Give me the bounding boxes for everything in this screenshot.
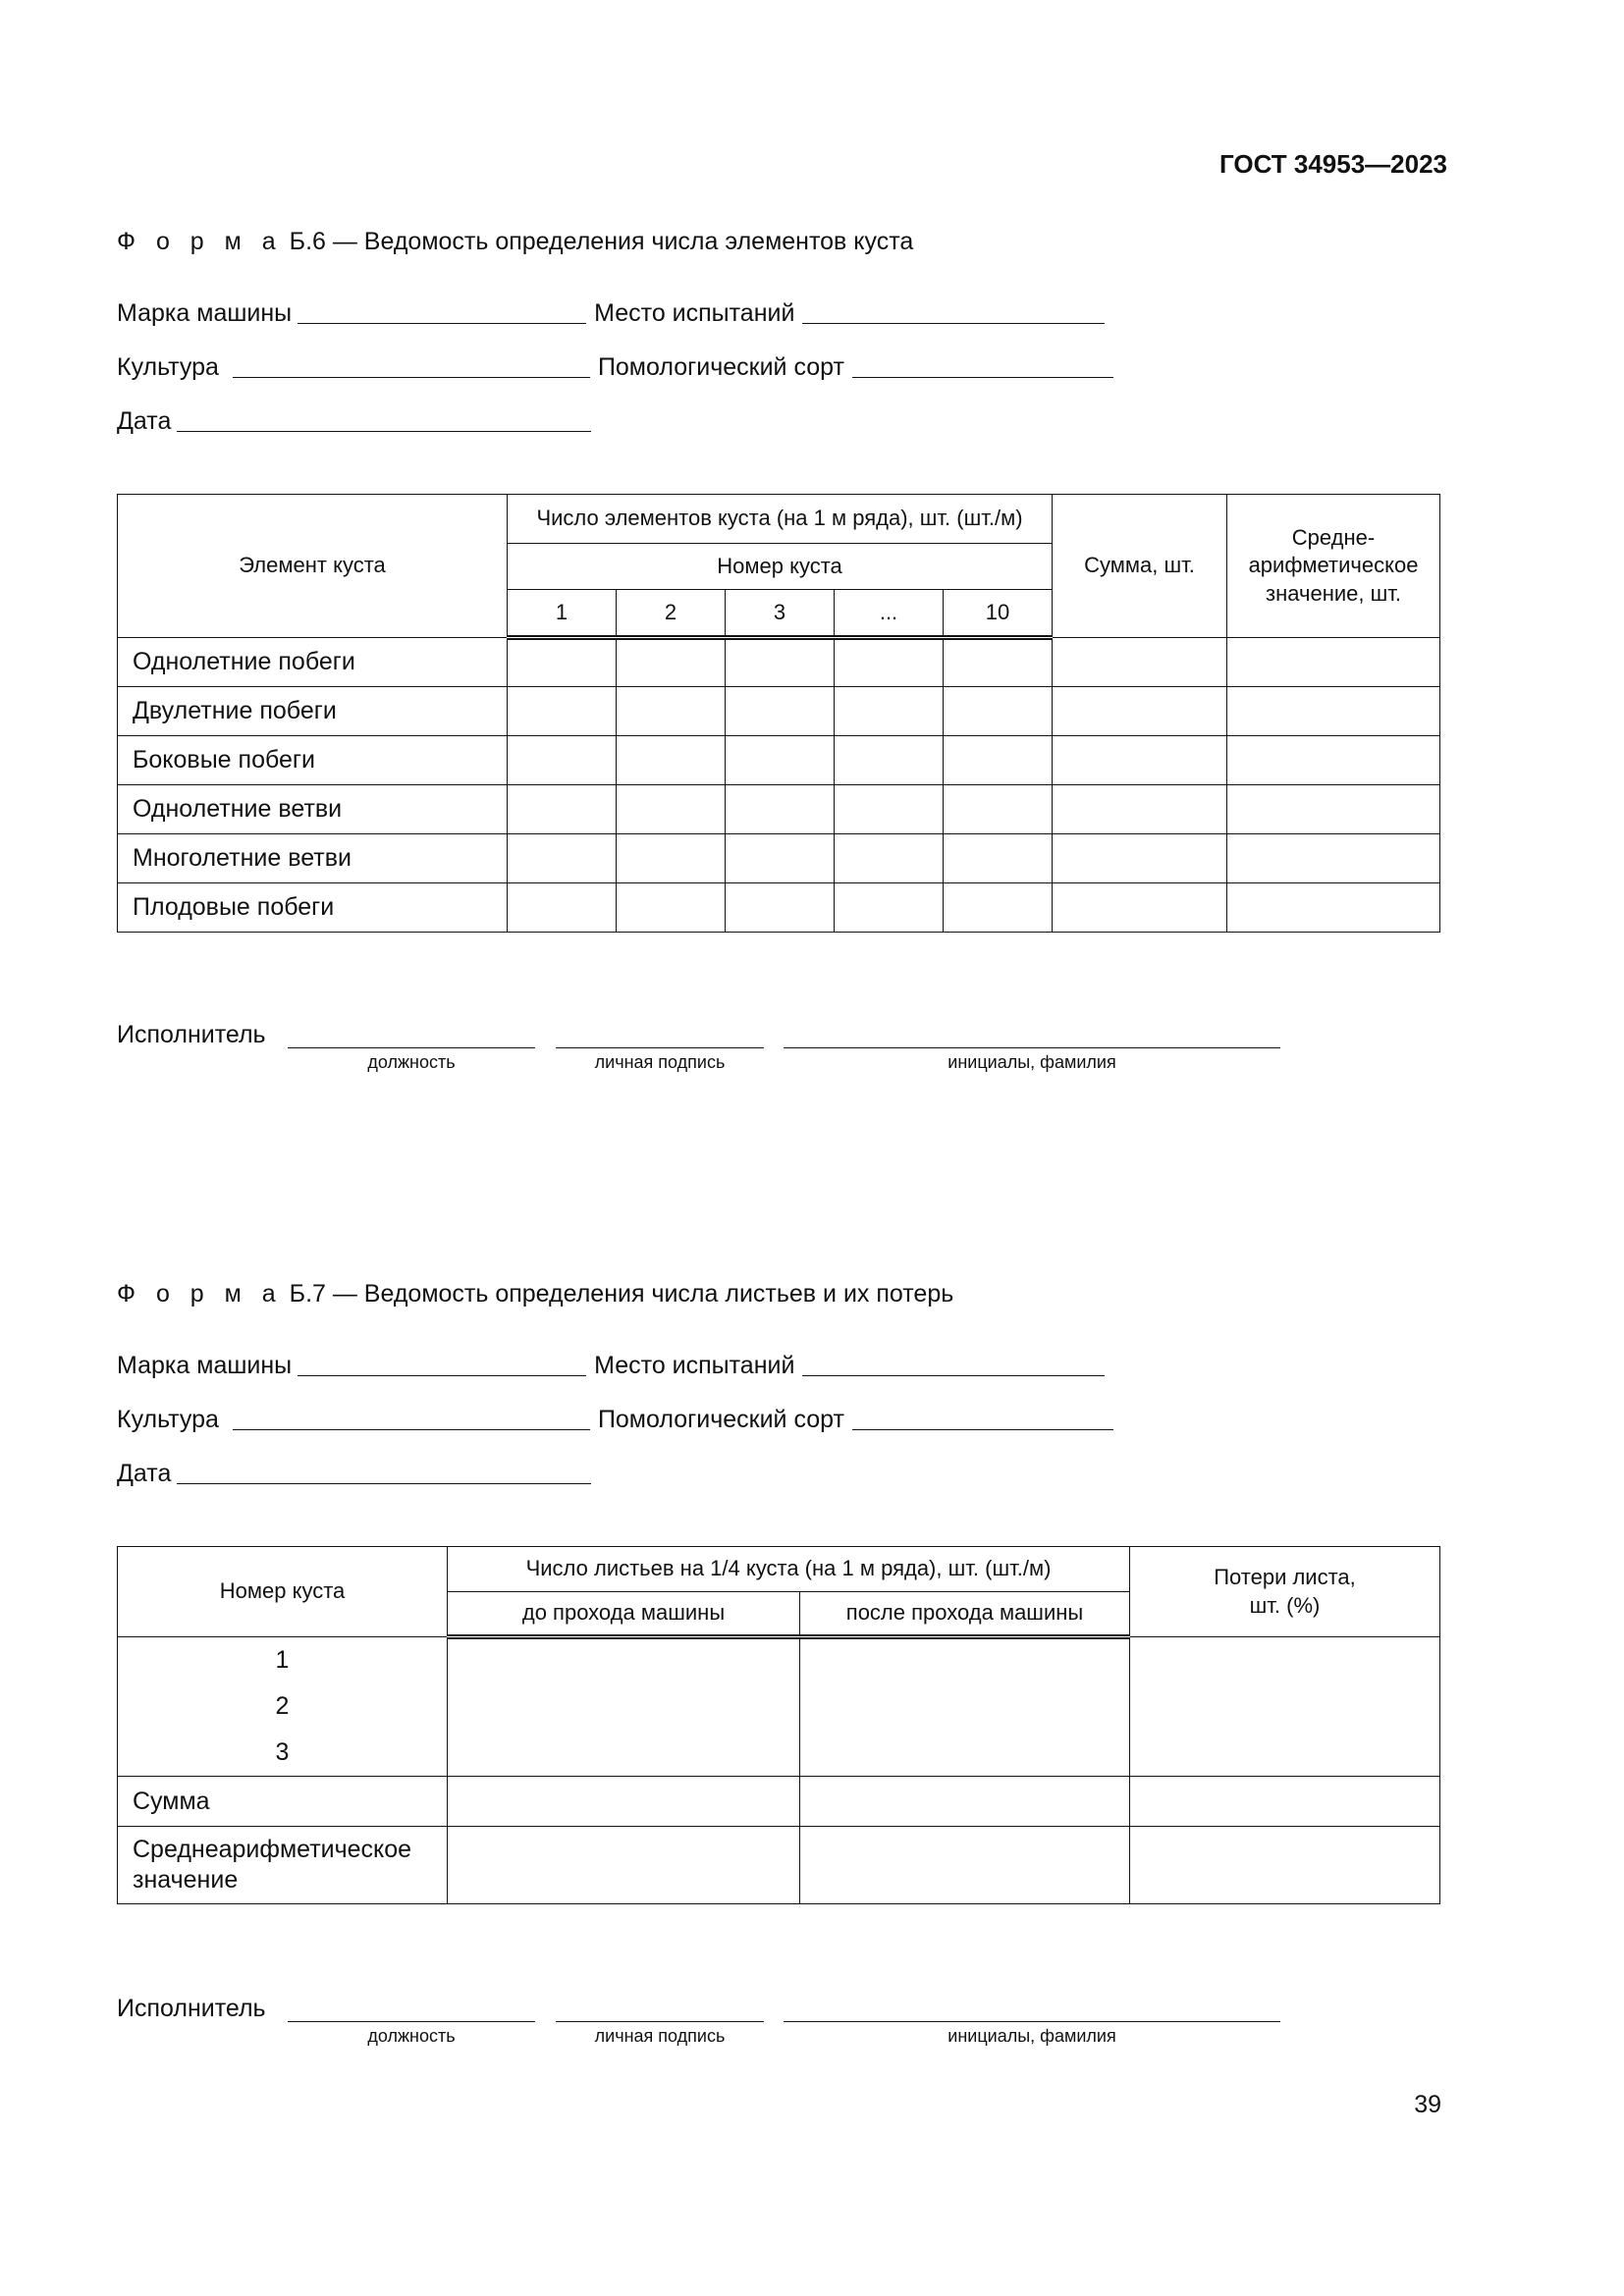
sum-cell[interactable] <box>1053 883 1227 933</box>
data-cell[interactable] <box>944 785 1053 834</box>
form-b7-performer-label: Исполнитель <box>117 1995 266 2022</box>
data-cell[interactable] <box>835 687 944 736</box>
data-cell[interactable] <box>726 785 835 834</box>
row-label: Однолетние ветви <box>118 785 508 834</box>
form-b6-table <box>117 494 1440 933</box>
form-b6-title <box>117 228 913 256</box>
bush-number-cell: ... <box>835 590 944 638</box>
data-cell[interactable] <box>835 638 944 687</box>
row-label: Двулетние побеги <box>118 687 508 736</box>
mean-cell[interactable] <box>1227 883 1440 933</box>
header-before-pass: до прохода машины <box>448 1592 800 1637</box>
form-b6-row-date <box>117 402 591 436</box>
date-field[interactable] <box>177 430 591 432</box>
form-b7-title-text: Б.7 — Ведомость определения числа листьев и их потерь <box>289 1280 954 1308</box>
mean-cell[interactable] <box>1227 834 1440 883</box>
loss-cell[interactable] <box>1130 1827 1440 1904</box>
table-row <box>118 785 1440 834</box>
data-cell[interactable] <box>726 834 835 883</box>
row-label: Боковые побеги <box>118 736 508 785</box>
form-b7-row-date <box>117 1455 591 1488</box>
bush-number-cell: 10 <box>944 590 1053 638</box>
bush-numbers-cell: 1 2 3 <box>118 1637 448 1777</box>
form-b6-title-text: Б.6 — Ведомость определения числа элементов куста <box>289 228 914 255</box>
initials-caption: инициалы, фамилия <box>947 1052 1116 1072</box>
header-leaf-count: Число листьев на 1/4 куста (на 1 м ряда), шт. (шт./м) <box>448 1547 1130 1592</box>
table-row <box>118 883 1440 933</box>
variety-field[interactable] <box>852 376 1113 378</box>
data-cell[interactable] <box>835 736 944 785</box>
variety-field[interactable] <box>852 1428 1113 1430</box>
header-element: Элемент куста <box>118 495 508 638</box>
machine-field[interactable] <box>298 1374 586 1376</box>
form-b6-title-prefix: Ф о р м а <box>117 228 283 255</box>
sum-cell[interactable] <box>1053 736 1227 785</box>
data-cell[interactable] <box>726 638 835 687</box>
header-elements-count: Число элементов куста (на 1 м ряда), шт. (шт./м) <box>508 495 1053 544</box>
signature-field[interactable] <box>556 2020 764 2022</box>
culture-label: Культура <box>117 1406 219 1433</box>
row-label: Среднеарифметическое значение <box>118 1827 448 1904</box>
data-cell[interactable] <box>726 736 835 785</box>
data-cell[interactable] <box>617 834 726 883</box>
data-cell[interactable] <box>508 687 617 736</box>
header-bush-number: Номер куста <box>508 544 1053 590</box>
initials-caption: инициалы, фамилия <box>947 2026 1116 2046</box>
culture-label: Культура <box>117 353 219 381</box>
culture-field[interactable] <box>233 376 590 378</box>
form-b6-row-machine-place <box>117 294 1105 328</box>
row-label: Многолетние ветви <box>118 834 508 883</box>
page-number: 39 <box>1414 2091 1441 2118</box>
data-cell[interactable] <box>835 834 944 883</box>
place-label: Место испытаний <box>594 1352 795 1379</box>
data-cell[interactable] <box>726 687 835 736</box>
signature-field[interactable] <box>556 1046 764 1048</box>
date-label: Дата <box>117 407 172 435</box>
row-label: Сумма <box>118 1777 448 1827</box>
data-cell[interactable] <box>835 785 944 834</box>
bush-number-cell: 1 <box>508 590 617 638</box>
header-bush-number: Номер куста <box>118 1547 448 1637</box>
after-cell[interactable] <box>800 1637 1130 1777</box>
date-field[interactable] <box>177 1482 591 1484</box>
machine-field[interactable] <box>298 322 586 324</box>
before-cell[interactable] <box>448 1827 800 1904</box>
data-cell[interactable] <box>508 736 617 785</box>
header-sum: Сумма, шт. <box>1053 495 1227 638</box>
table-row <box>118 736 1440 785</box>
bush-number-cell: 2 <box>617 590 726 638</box>
document-code: ГОСТ 34953—2023 <box>1219 149 1447 179</box>
initials-field[interactable] <box>784 2020 1280 2022</box>
table-row <box>118 1827 1440 1904</box>
date-label: Дата <box>117 1460 172 1487</box>
row-label: Однолетние побеги <box>118 638 508 687</box>
data-cell[interactable] <box>508 638 617 687</box>
after-cell[interactable] <box>800 1827 1130 1904</box>
variety-label: Помологический сорт <box>597 353 844 381</box>
place-field[interactable] <box>802 1374 1105 1376</box>
sum-cell[interactable] <box>1053 687 1227 736</box>
form-b7-title-prefix: Ф о р м а <box>117 1280 283 1308</box>
data-cell[interactable] <box>617 736 726 785</box>
data-cell[interactable] <box>508 785 617 834</box>
table-row <box>118 1777 1440 1827</box>
mean-cell[interactable] <box>1227 638 1440 687</box>
sum-cell[interactable] <box>1053 785 1227 834</box>
data-cell[interactable] <box>617 883 726 933</box>
data-cell[interactable] <box>835 883 944 933</box>
form-b6-performer-label: Исполнитель <box>117 1021 266 1048</box>
mean-cell[interactable] <box>1227 785 1440 834</box>
data-cell[interactable] <box>944 687 1053 736</box>
position-caption: должность <box>367 1052 456 1072</box>
table-row <box>118 687 1440 736</box>
variety-label: Помологический сорт <box>597 1406 844 1433</box>
signature-caption: личная подпись <box>594 1052 726 1072</box>
form-b7-table <box>117 1546 1440 1904</box>
loss-cell[interactable] <box>1130 1637 1440 1777</box>
table-row <box>118 834 1440 883</box>
initials-field[interactable] <box>784 1046 1280 1048</box>
data-cell[interactable] <box>726 883 835 933</box>
header-after-pass: после прохода машины <box>800 1592 1130 1637</box>
form-b7-row-culture-variety <box>117 1401 1113 1434</box>
before-cell[interactable] <box>448 1637 800 1777</box>
data-cell[interactable] <box>944 736 1053 785</box>
bush-number-cell: 3 <box>726 590 835 638</box>
data-cell[interactable] <box>617 785 726 834</box>
place-field[interactable] <box>802 322 1105 324</box>
table-row <box>118 638 1440 687</box>
data-cell[interactable] <box>944 834 1053 883</box>
data-cell[interactable] <box>508 834 617 883</box>
sum-cell[interactable] <box>1053 834 1227 883</box>
culture-field[interactable] <box>233 1428 590 1430</box>
after-cell[interactable] <box>800 1777 1130 1827</box>
mean-cell[interactable] <box>1227 687 1440 736</box>
machine-label: Марка машины <box>117 1352 293 1379</box>
data-cell[interactable] <box>617 687 726 736</box>
before-cell[interactable] <box>448 1777 800 1827</box>
data-cell[interactable] <box>617 638 726 687</box>
machine-label: Марка машины <box>117 299 293 327</box>
row-label: Плодовые побеги <box>118 883 508 933</box>
signature-caption: личная подпись <box>594 2026 726 2046</box>
position-field[interactable] <box>288 1046 535 1048</box>
place-label: Место испытаний <box>594 299 795 327</box>
mean-cell[interactable] <box>1227 736 1440 785</box>
sum-cell[interactable] <box>1053 638 1227 687</box>
form-b7-row-machine-place <box>117 1347 1105 1380</box>
loss-cell[interactable] <box>1130 1777 1440 1827</box>
data-cell[interactable] <box>944 638 1053 687</box>
header-leaf-loss: Потери листа, шт. (%) <box>1130 1547 1440 1637</box>
data-cell[interactable] <box>508 883 617 933</box>
position-field[interactable] <box>288 2020 535 2022</box>
table-row <box>118 1637 1440 1777</box>
form-b7-title <box>117 1280 953 1308</box>
data-cell[interactable] <box>944 883 1053 933</box>
header-mean: Средне- арифметическое значение, шт. <box>1227 495 1440 638</box>
position-caption: должность <box>367 2026 456 2046</box>
form-b6-row-culture-variety <box>117 348 1113 382</box>
